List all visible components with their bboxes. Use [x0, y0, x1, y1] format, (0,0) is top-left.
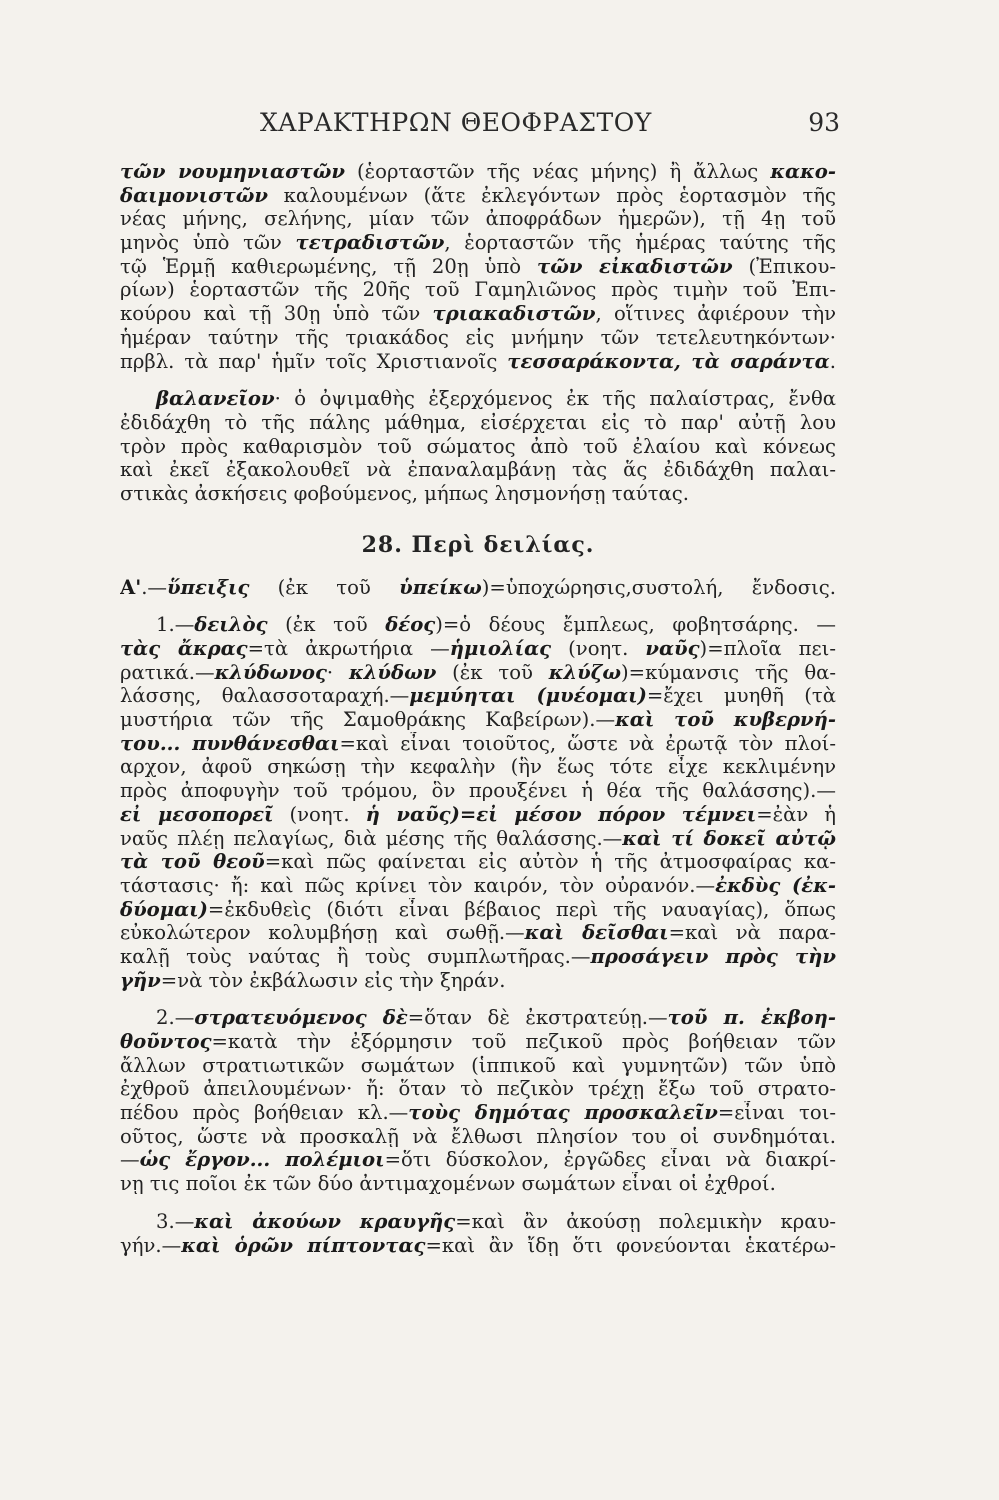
text-line: ρατικά.—κλύδωνος· κλύδων (ἐκ τοῦ κλύζω)=κύμανσις τῆς θα- [120, 660, 836, 684]
text-line: τὰ τοῦ θεοῦ=καὶ πῶς φαίνεται εἰς αὐτὸν ἡ τῆς ἀτμοσφαίρας κα- [120, 850, 836, 874]
text-line: καὶ ἐκεῖ ἐξακολουθεῖ νὰ ἐπαναλαμβάνῃ τὰς ἅς ἐδιδάχθη παλαι- [120, 458, 836, 482]
text-line: αρχον, ἀφοῦ σηκώσῃ τὴν κεφαλὴν (ἣν ἕως τότε εἶχε κεκλιμένην [120, 755, 836, 779]
text-line: μυστήρια τῶν τῆς Σαμοθράκης Καβείρων).—καὶ τοῦ κυβερνή- [120, 708, 836, 732]
text-line: οῦτος, ὥστε νὰ προσκαλῇ νὰ ἔλθωσι πλησίον του οἱ συνδημόται. [120, 1124, 836, 1148]
text-line: εἰ μεσοπορεῖ (νοητ. ἡ ναῦς)=εἰ μέσον πόρον τέμνει=ἐὰν ἡ [120, 802, 836, 826]
text-line: τῷ Ἑρμῇ καθιερωμένης, τῇ 20ῃ ὑπὸ τῶν εἰκαδιστῶν (Ἐπικου- [120, 254, 836, 278]
text-line: εὐκολώτερον κολυμβήσῃ καὶ σωθῇ.—καὶ δεῖσθαι=καὶ νὰ παρα- [120, 921, 836, 945]
text-line: ἄλλων στρατιωτικῶν σωμάτων (ἱππικοῦ καὶ γυμνητῶν) τῶν ὑπὸ [120, 1053, 836, 1077]
paragraph-gap [120, 373, 836, 387]
text-line: του... πυνθάνεσθαι=καὶ εἶναι τοιοῦτος, ὥστε νὰ ἐρωτᾷ τὸν πλοί- [120, 731, 836, 755]
text-line: τῶν νουμηνιαστῶν (ἑορταστῶν τῆς νέας μήνης) ἢ ἄλλως κακο- [120, 160, 836, 183]
text-line: στικὰς ἀσκήσεις φοβούμενος, μήπως λησμονήσῃ ταύτας. [120, 481, 689, 505]
text-line: 1.—δειλὸς (ἐκ τοῦ δέος)=ὁ δέους ἔμπλεως, φοβητσάρης. — [156, 613, 836, 637]
text-line: μηνὸς ὑπὸ τῶν τετραδιστῶν, ἑορταστῶν τῆς ἡμέρας ταύτης τῆς [120, 231, 836, 255]
text-line: ρίων) ἑορταστῶν τῆς 20ῆς τοῦ Γαμηλιῶνος πρὸς τιμὴν τοῦ Ἐπι- [120, 278, 836, 302]
text-line: 3.—καὶ ἀκούων κραυγῆς=καὶ ἂν ἀκούσῃ πολεμικὴν κραυ- [156, 1209, 836, 1233]
text-line: λάσσης, θαλασσοταραχή.—μεμύηται (μυέομαι)=ἔχει μυηθῆ (τὰ [120, 684, 836, 708]
section-gap [120, 562, 836, 576]
paragraph-gap [120, 1196, 836, 1210]
text-line: νέας μήνης, σελήνης, μίαν τῶν ἀποφράδων ἡμερῶν), τῇ 4ῃ τοῦ [120, 207, 836, 231]
running-title: ΧΑΡΑΚΤΗΡΩΝ ΘΕΟΦΡΑΣΤΟΥ [260, 108, 652, 137]
text-line: τρὸν πρὸς καθαρισμὸν τοῦ σώματος ἀπὸ τοῦ ἐλαίου καὶ κόνεως [120, 434, 836, 458]
text-line: τὰς ἄκρας=τὰ ἀκρωτήρια —ἡμιολίας (νοητ. ναῦς)=πλοῖα πει- [120, 637, 836, 660]
chapter-heading: 28. Περὶ δειλίας. [361, 531, 595, 558]
text-line: ἐδιδάχθη τὸ τῆς πάλης μάθημα, εἰσέρχεται εἰς τὸ παρ' αὐτῇ λου [120, 410, 836, 434]
section-gap [120, 506, 836, 528]
text-line: ναῦς πλέῃ πελαγίως, διὰ μέσης τῆς θαλάσσης.—καὶ τί δοκεῖ αὐτῷ [120, 826, 836, 850]
page-header [120, 108, 840, 142]
page-number: 93 [808, 108, 840, 137]
body-text [120, 160, 836, 1257]
text-line: ἐχθροῦ ἀπειλουμένων· ἤ: ὅταν τὸ πεζικὸν τρέχῃ ἔξω τοῦ στρατο- [120, 1077, 836, 1101]
text-line: πρὸς ἀποφυγὴν τοῦ τρόμου, ὃν προυξένει ἡ θέα τῆς θαλάσσης).— [120, 779, 836, 803]
text-line: Α'.—ὕπειξις (ἐκ τοῦ ὑπείκω)=ὑποχώρησις,συστολή, ἔνδοσις. [120, 575, 836, 599]
text-line: νῃ τις ποῖοι ἐκ τῶν δύο ἀντιμαχομένων σωμάτων εἶναι οἱ ἐχθροί. [120, 1172, 776, 1196]
text-line: βαλανεῖον· ὁ ὀψιμαθὴς ἐξερχόμενος ἐκ τῆς παλαίστρας, ἔνθα [156, 387, 836, 411]
text-line: πέδου πρὸς βοήθειαν κλ.—τοὺς δημότας προσκαλεῖν=εἶναι τοι- [120, 1101, 836, 1125]
text-line: θοῦντος=κατὰ τὴν ἐξόρμησιν τοῦ πεζικοῦ πρὸς βοήθειαν τῶν [120, 1030, 836, 1053]
paragraph-gap [120, 992, 836, 1006]
text-line: τάστασις· ἤ: καὶ πῶς κρίνει τὸν καιρόν, τὸν οὐρανόν.—ἐκδὺς (ἐκ- [120, 873, 836, 897]
text-line: —ὡς ἔργον... πολέμιοι=ὅτι δύσκολον, ἐργῶδες εἶναι νὰ διακρί- [120, 1148, 836, 1172]
text-line: 2.—στρατευόμενος δὲ=ὅταν δὲ ἐκστρατεύῃ.—τοῦ π. ἐκβοη- [156, 1006, 836, 1030]
text-line: πρβλ. τὰ παρ' ἡμῖν τοῖς Χριστιανοῖς τεσσαράκοντα, τὰ σαράντα. [120, 349, 836, 373]
text-line: δύομαι)=ἐκδυθεὶς (διότι εἶναι βέβαιος περὶ τῆς ναυαγίας), ὅπως [120, 897, 836, 921]
text-line: κούρου καὶ τῇ 30ῃ ὑπὸ τῶν τριακαδιστῶν, οἵτινες ἀφιέρουν τὴν [120, 302, 836, 326]
text-line: γῆν=νὰ τὸν ἐκβάλωσιν εἰς τὴν ξηράν. [120, 968, 506, 992]
text-line: ἡμέραν ταύτην τῆς τριακάδος εἰς μνήμην τῶν τετελευτηκόντων· [120, 325, 836, 349]
text-line: γήν.—καὶ ὁρῶν πίπτοντας=καὶ ἂν ἴδῃ ὅτι φονεύονται ἑκατέρω- [120, 1233, 836, 1257]
text-line: δαιμονιστῶν καλουμένων (ἅτε ἐκλεγόντων πρὸς ἑορτασμὸν τῆς [120, 183, 836, 207]
paragraph-gap [120, 599, 836, 613]
text-line: καλῇ τοὺς ναύτας ἢ τοὺς συμπλωτῆρας.—προσάγειν πρὸς τὴν [120, 944, 836, 968]
